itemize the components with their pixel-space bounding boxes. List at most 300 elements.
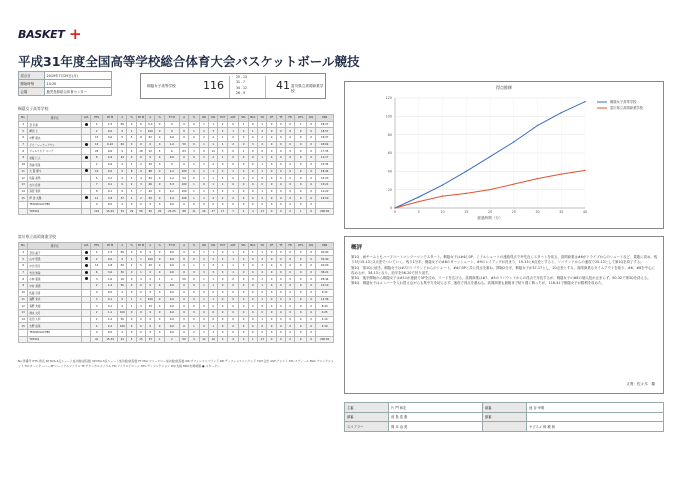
stat-cell: 1 <box>295 208 307 215</box>
stat-cell: 0 <box>248 195 257 202</box>
stat-cell: 0 <box>307 181 316 188</box>
x-tick-label: 5 <box>417 210 420 214</box>
stat-cell: 0 <box>276 141 285 148</box>
player-name: TOTALS <box>28 208 82 215</box>
column-header: AST <box>227 243 239 250</box>
stat-cell: 0 <box>276 256 285 263</box>
player-row <box>19 296 334 303</box>
stat-cell: 0 <box>276 148 285 155</box>
player-row <box>19 181 334 188</box>
stat-cell: 0 <box>248 269 257 276</box>
stat-cell: 13 <box>19 309 28 316</box>
stat-cell: 0 <box>267 269 276 276</box>
stat-cell: 1 <box>209 296 218 303</box>
stat-cell: 26 <box>91 148 103 155</box>
stat-cell: 4 <box>136 276 145 283</box>
stat-cell: 0 <box>248 303 257 310</box>
y-tick-label: 120 <box>385 96 392 101</box>
stat-cell: 3 <box>91 276 103 283</box>
stat-cell: 0 <box>276 263 285 270</box>
stat-cell: 0 <box>179 303 188 310</box>
series-point <box>561 112 562 113</box>
stat-cell: 0-0 <box>102 128 117 135</box>
stat-cell: 0 <box>189 256 200 263</box>
stat-cell: 0 <box>118 256 127 263</box>
stat-cell: 0 <box>267 249 276 256</box>
stat-cell: 15:23 <box>316 175 334 182</box>
stat-cell: 0 <box>146 249 155 256</box>
stat-cell: 0 <box>276 121 285 128</box>
stat-cell: 0 <box>227 283 239 290</box>
stat-cell: 9 <box>19 155 28 162</box>
stat-cell: 0 <box>209 303 218 310</box>
stat-cell: 14 <box>19 188 28 195</box>
stat-cell: 2 <box>91 161 103 168</box>
stat-cell: 4 <box>136 175 145 182</box>
stat-cell: 6:40 <box>316 303 334 310</box>
x-tick-label: 10 <box>440 210 445 214</box>
stat-cell: 0 <box>307 121 316 128</box>
stat-cell: 0 <box>209 309 218 316</box>
column-header: FT M <box>164 115 179 122</box>
stat-cell: 0-0 <box>164 263 179 270</box>
player-name: 道永 文月 <box>28 309 82 316</box>
stat-cell: 0 <box>276 329 285 336</box>
column-header: DFL <box>295 243 307 250</box>
stat-cell: 2 <box>136 195 145 202</box>
stat-cell: 2 <box>199 263 208 270</box>
stat-cell: 50 <box>118 269 127 276</box>
official-role: 副審 <box>483 403 527 413</box>
stat-cell: 1 <box>227 188 239 195</box>
column-header: 3P M <box>137 244 145 248</box>
stat-cell: 0 <box>227 201 239 208</box>
stat-cell: 0 <box>307 208 316 215</box>
stat-cell: 0 <box>155 175 164 182</box>
starter-dot-icon <box>85 257 88 260</box>
stat-cell <box>81 175 90 182</box>
stat-cell: 0 <box>307 168 316 175</box>
stat-cell: 3 <box>127 188 136 195</box>
stat-cell <box>19 208 28 215</box>
stat-cell: 0 <box>199 316 208 323</box>
stat-cell: 0 <box>127 309 136 316</box>
stat-cell: 15-34 <box>102 336 117 343</box>
away-score: 41 <box>276 79 290 92</box>
stat-cell: 0 <box>307 303 316 310</box>
player-name: 大 賢 優斗 <box>28 168 82 175</box>
starter-dot-icon <box>81 121 90 128</box>
stat-cell: 0 <box>227 296 239 303</box>
stat-cell: 0 <box>227 316 239 323</box>
stat-cell: 0 <box>295 168 307 175</box>
stat-cell: 0 <box>307 309 316 316</box>
stat-cell: 0 <box>155 201 164 208</box>
stat-cell: 0 <box>218 316 227 323</box>
quarter-4-score: 26 - 9 <box>236 90 245 95</box>
stat-cell: 1 <box>258 121 267 128</box>
stat-cell: 0 <box>286 303 295 310</box>
stat-cell: 0 <box>286 208 295 215</box>
stat-cell <box>81 329 90 336</box>
column-header: PTS <box>91 243 103 250</box>
official-name: ヤブスメ 幹 敏 和 <box>527 422 664 432</box>
stat-cell: 1 <box>209 175 218 182</box>
stat-cell: 7 <box>136 188 145 195</box>
column-header: % <box>189 115 200 122</box>
stat-cell: 3 <box>209 263 218 270</box>
column-header: % <box>127 115 136 122</box>
stat-cell: 0 <box>218 329 227 336</box>
stat-cell: 15 <box>19 195 28 202</box>
stat-cell: 18:57 <box>316 128 334 135</box>
info-key: 会場 <box>19 88 45 96</box>
series-point <box>418 201 419 202</box>
stat-cell: 0 <box>155 269 164 276</box>
stat-cell: 0 <box>127 283 136 290</box>
stat-cell: 0 <box>248 181 257 188</box>
stat-cell: 0 <box>189 135 200 142</box>
stat-cell: 14 <box>91 263 103 270</box>
player-row <box>19 329 334 336</box>
stat-cell: 0 <box>239 316 248 323</box>
stat-cell: 0 <box>146 329 155 336</box>
stat-cell: 1 <box>258 155 267 162</box>
stat-cell: 1 <box>218 141 227 148</box>
stat-cell: 0 <box>267 181 276 188</box>
quarter-3-score: 34 - 12 <box>236 85 247 90</box>
stat-cell: 17:35 <box>316 148 334 155</box>
away-team-name: 富川県立高岡商業学校 <box>291 84 324 93</box>
stat-cell: 0-0 <box>102 135 117 142</box>
series-point <box>442 195 443 196</box>
stat-cell: 0 <box>227 329 239 336</box>
stat-cell: 0 <box>267 121 276 128</box>
y-tick-label: 20 <box>387 187 392 192</box>
column-header: G/S <box>81 243 90 250</box>
player-row <box>19 208 334 215</box>
stat-cell: 1 <box>248 249 257 256</box>
column-header: G/S <box>81 115 90 122</box>
stat-cell: 1 <box>199 249 208 256</box>
stat-cell: 2 <box>199 256 208 263</box>
stat-cell: 0 <box>248 148 257 155</box>
stat-cell: 83 <box>179 148 188 155</box>
official-role: スコアラー <box>345 422 389 432</box>
official-name: 池 谷 幸明 <box>527 403 664 413</box>
stat-cell: 18:27 <box>316 121 334 128</box>
series-point <box>584 101 585 102</box>
stat-cell: 0 <box>227 155 239 162</box>
stat-cell: 0-0 <box>164 316 179 323</box>
stat-cell: 4 <box>127 148 136 155</box>
stat-cell: 1 <box>248 336 257 343</box>
stat-cell: 1 <box>258 161 267 168</box>
stat-cell: 0 <box>179 121 188 128</box>
stat-cell: 0 <box>179 128 188 135</box>
stat-cell: 3 <box>218 148 227 155</box>
stat-cell: 0-0 <box>102 168 117 175</box>
stat-cell: 0 <box>295 263 307 270</box>
stat-cell: 0 <box>239 276 248 283</box>
stat-cell: 0 <box>239 336 248 343</box>
stat-cell: 0 <box>136 283 145 290</box>
stat-cell: 12 <box>209 148 218 155</box>
column-header: DQ <box>307 115 316 122</box>
column-header: OR <box>199 115 208 122</box>
stat-cell <box>81 336 90 343</box>
stat-cell: 0 <box>91 329 103 336</box>
series-point <box>418 196 419 197</box>
stat-cell: 4 <box>91 249 103 256</box>
stat-cell: 4 <box>248 208 257 215</box>
player-row <box>19 263 334 270</box>
stat-cell: 0 <box>118 289 127 296</box>
stat-cell <box>81 181 90 188</box>
stat-cell: 0 <box>189 276 200 283</box>
stat-cell: 0 <box>179 269 188 276</box>
stat-cell: 0-1 <box>102 188 117 195</box>
stat-cell: 0 <box>286 323 295 330</box>
column-header: DQ <box>307 243 316 250</box>
stat-cell: 1 <box>218 181 227 188</box>
stat-cell: 6 <box>19 263 28 270</box>
player-name: 柳田 七 <box>28 128 82 135</box>
stat-cell: 0 <box>307 329 316 336</box>
player-name: 吉川 佳世 <box>28 181 82 188</box>
stat-cell: 100 <box>118 323 127 330</box>
stat-cell: 50 <box>179 276 188 283</box>
stat-cell: 0 <box>248 276 257 283</box>
y-tick-label: 100 <box>385 114 392 119</box>
stat-cell: 0 <box>127 201 136 208</box>
stat-cell: 0 <box>136 323 145 330</box>
stat-cell: 0 <box>286 195 295 202</box>
stat-cell: 0 <box>248 188 257 195</box>
stat-cell: 0 <box>179 289 188 296</box>
stat-cell: 58 <box>136 208 145 215</box>
stat-cell: 0 <box>127 329 136 336</box>
quarter-scores <box>236 75 247 96</box>
column-header: % <box>155 243 164 250</box>
x-tick-label: 25 <box>511 210 516 214</box>
stat-cell: 0 <box>179 155 188 162</box>
stat-cell: 0 <box>189 175 200 182</box>
stat-cell: 9 <box>199 148 208 155</box>
stat-cell: 15 <box>91 135 103 142</box>
starter-dot-icon <box>81 195 90 202</box>
stat-cell <box>19 201 28 208</box>
stat-cell <box>81 188 90 195</box>
series-point <box>489 189 490 190</box>
stat-cell: 0 <box>258 175 267 182</box>
stat-cell: 12 <box>19 175 28 182</box>
stat-cell: 0 <box>295 336 307 343</box>
stat-cell: 0 <box>307 276 316 283</box>
stat-cell: 44 <box>118 155 127 162</box>
stat-cell: 2 <box>258 269 267 276</box>
starter-dot-icon <box>85 251 88 254</box>
player-name: 西浦 悠里 <box>28 161 82 168</box>
stat-cell: 4-9 <box>102 155 117 162</box>
scoreboard <box>140 73 326 99</box>
stat-cell: 1 <box>209 121 218 128</box>
stat-cell: 14 <box>19 316 28 323</box>
info-value: 2019年7月29日(月) <box>45 72 112 80</box>
stat-cell: 1 <box>218 263 227 270</box>
stat-cell: 0 <box>199 201 208 208</box>
x-tick-label: 35 <box>559 210 564 214</box>
player-row <box>19 135 334 142</box>
stat-cell: 0 <box>258 201 267 208</box>
stat-cell: 2 <box>164 276 179 283</box>
stat-cell: 0 <box>146 155 155 162</box>
stat-cell: 40:00 <box>316 263 334 270</box>
stat-cell: 0 <box>267 188 276 195</box>
stat-cell: 1 <box>189 263 200 270</box>
stat-cell: 0 <box>118 188 127 195</box>
stat-cell: 10 <box>19 289 28 296</box>
stat-cell: 1 <box>199 329 208 336</box>
stat-cell: 0 <box>276 269 285 276</box>
player-row <box>19 148 334 155</box>
stat-cell: 0 <box>248 175 257 182</box>
player-name: TEAM/COACHES <box>28 201 82 208</box>
stat-cell: 0 <box>118 175 127 182</box>
stat-cell: 7 <box>91 181 103 188</box>
stat-cell: 66 <box>146 181 155 188</box>
stat-cell: 0 <box>136 289 145 296</box>
report-paragraph: 第1Q 両チームともハーフコートマンツーマンでスタート。桐蔭女子は#4の3P、ミドルシュートの連続得点で幸先良くスタートを切る。高岡商業は#6がドライブからのシュートなど、果敢に攻め、残り3分15-13と2点差でついていく。残り1分半、桐蔭女子の#8のターンシュート、#9のレイアップが決まり、19-13と6点差とすると、リバウンドからの速攻で25-13として第1Qを終了する。 <box>351 255 658 265</box>
stat-cell: 0 <box>307 128 316 135</box>
stat-cell: 8 <box>19 148 28 155</box>
stat-cell: 0-0 <box>102 256 117 263</box>
stat-cell: 16 <box>118 276 127 283</box>
player-name: 伊 田 太陽 <box>28 195 82 202</box>
stat-cell: 0 <box>155 289 164 296</box>
stat-cell: 0 <box>286 263 295 270</box>
column-header: DFL <box>295 115 307 122</box>
stat-cell: 0 <box>227 121 239 128</box>
stat-cell: 0 <box>248 289 257 296</box>
stat-cell: 32:40 <box>316 256 334 263</box>
stat-cell: 0 <box>239 289 248 296</box>
stat-cell: 0 <box>218 323 227 330</box>
stat-cell: 6:34 <box>316 289 334 296</box>
column-header: TF <box>276 115 285 122</box>
box-score-header-row <box>19 115 334 122</box>
stat-cell: 0-0 <box>164 283 179 290</box>
stat-cell: 0 <box>127 289 136 296</box>
column-header: A <box>179 243 188 250</box>
stat-cell: 1-6 <box>102 276 117 283</box>
stat-cell: 0 <box>239 168 248 175</box>
stat-cell: 0 <box>227 175 239 182</box>
column-header: PF <box>267 243 276 250</box>
stat-cell: 0-0 <box>164 289 179 296</box>
stat-cell: 2 <box>209 155 218 162</box>
stat-cell: 0 <box>155 161 164 168</box>
stat-cell: 3 <box>258 263 267 270</box>
column-header: FD <box>286 243 295 250</box>
stat-cell: 0 <box>155 168 164 175</box>
stat-cell: 0 <box>91 201 103 208</box>
player-row <box>19 283 334 290</box>
stat-cell: 0 <box>286 249 295 256</box>
stat-cell: 50 <box>146 208 155 215</box>
column-header: No. <box>19 243 28 250</box>
stat-cell: 0 <box>307 263 316 270</box>
stat-cell: 0 <box>295 309 307 316</box>
chart-svg <box>345 82 665 230</box>
stat-cell: 3 <box>218 168 227 175</box>
stat-cell: 0 <box>267 256 276 263</box>
stat-cell: 44 <box>118 336 127 343</box>
stat-cell: 0 <box>248 329 257 336</box>
stat-cell: 0 <box>258 148 267 155</box>
starter-dot-icon <box>81 263 90 270</box>
box-score-header-row <box>19 243 334 250</box>
stat-cell: 0 <box>267 155 276 162</box>
stat-cell: 0 <box>248 316 257 323</box>
player-name: 中田 悠月 <box>28 263 82 270</box>
stat-cell: 0 <box>286 188 295 195</box>
starter-dot-icon <box>85 277 88 280</box>
stat-cell: 0-1 <box>102 303 117 310</box>
stat-cell: 0 <box>227 309 239 316</box>
game-info-table <box>18 71 112 96</box>
player-row <box>19 195 334 202</box>
stat-cell: 1 <box>155 276 164 283</box>
player-name: 山中 悠馬 <box>28 256 82 263</box>
stat-cell: 3 <box>209 329 218 336</box>
stat-cell: 8 <box>91 155 103 162</box>
starter-dot-icon <box>81 168 90 175</box>
stat-cell: 2-3 <box>102 249 117 256</box>
stat-cell: 0-0 <box>102 289 117 296</box>
stat-cell: 11:17 <box>316 155 334 162</box>
stat-cell: 0 <box>267 283 276 290</box>
column-header: BLK <box>248 243 257 250</box>
stat-cell: 0 <box>127 316 136 323</box>
series-point <box>537 178 538 179</box>
stat-cell: 0 <box>286 336 295 343</box>
stat-cell: 0 <box>286 128 295 135</box>
stat-cell: 0 <box>189 269 200 276</box>
stat-cell: 1 <box>209 168 218 175</box>
stat-cell: 0-0 <box>164 155 179 162</box>
stat-cell: 3 <box>218 336 227 343</box>
starter-dot-icon <box>81 249 90 256</box>
column-header: % <box>155 115 164 122</box>
stat-cell: 2 <box>227 195 239 202</box>
column-header: FD <box>286 115 295 122</box>
stat-cell: 0 <box>267 303 276 310</box>
column-header: MIN <box>316 243 334 250</box>
stat-cell: 15-44 <box>102 208 117 215</box>
stat-cell: 0-1 <box>102 181 117 188</box>
stat-cell: 0 <box>189 316 200 323</box>
stat-cell: 0 <box>136 155 145 162</box>
stat-cell: 0 <box>295 128 307 135</box>
stat-cell: 0 <box>295 195 307 202</box>
stat-cell: 0 <box>307 148 316 155</box>
starter-dot-icon <box>85 123 88 126</box>
stat-cell: 2 <box>199 135 208 142</box>
stat-cell: 0 <box>227 161 239 168</box>
stat-cell <box>81 323 90 330</box>
stat-cell: 0-0 <box>164 249 179 256</box>
